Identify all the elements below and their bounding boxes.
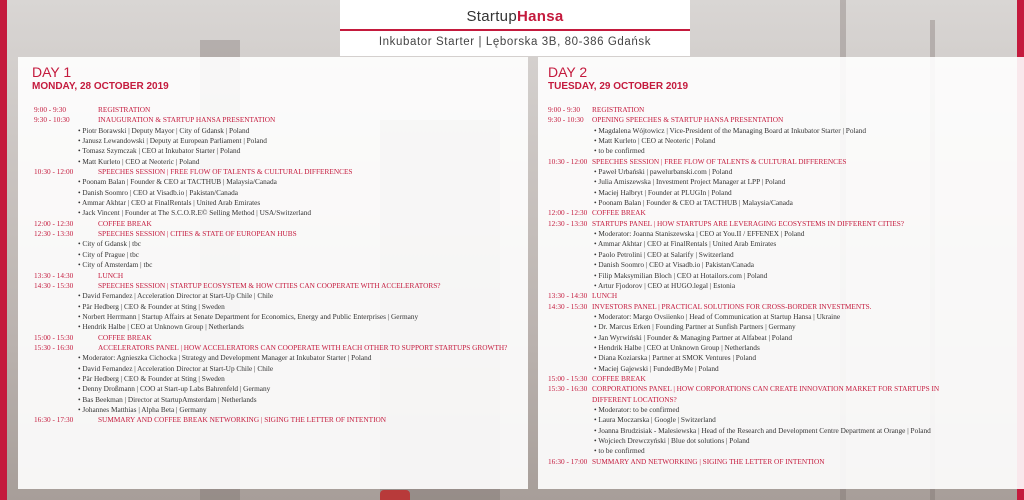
agenda-speaker: [538, 322, 1024, 332]
speaker-text: • Laura Moczarska | Google | Switzerland: [594, 415, 716, 425]
speaker-text: • to be confirmed: [594, 446, 645, 456]
logo-divider: [340, 29, 690, 31]
agenda-session-continuation: [538, 395, 1024, 405]
speaker-text: • Moderator: Agnieszka Cichocka | Strategy and Development Manager at Inkubator Starter | Poland: [78, 353, 371, 363]
agenda-speaker: [538, 260, 1024, 270]
session-title: SPEECHES SESSION | FREE FLOW OF TALENTS & CULTURAL DIFFERENCES: [592, 156, 847, 166]
day2-panel: [538, 57, 1024, 489]
venue-address: Inkubator Starter | Lęborska 3B, 80-386 Gdańsk: [378, 36, 652, 48]
speaker-text: • Ammar Akhtar | CEO at FinalRentals | United Arab Emirates: [594, 239, 776, 249]
session-time: 15:30 - 16:30: [34, 342, 74, 352]
agenda-speaker: [538, 271, 1024, 281]
speaker-text: • David Fernandez | Acceleration Director at Start-Up Chile | Chile: [78, 291, 273, 301]
agenda-speaker: [538, 188, 1024, 198]
speaker-text: • Pär Hedberg | CEO & Founder at Sting | Sweden: [78, 302, 225, 312]
session-title: REGISTRATION: [98, 105, 151, 114]
agenda-speaker: [538, 312, 1024, 322]
speaker-text: • David Fernandez | Acceleration Director at Start-Up Chile | Chile: [78, 364, 273, 374]
agenda-speaker: [18, 136, 528, 146]
session-title: ACCELERATORS PANEL | HOW ACCELERATORS CAN COOPERATE WITH EACH OTHER TO SUPPORT STARTUPS GROWTH?: [98, 342, 508, 352]
speaker-text: • Pär Hedberg | CEO & Founder at Sting | Sweden: [78, 374, 225, 384]
agenda-speaker: [538, 229, 1024, 239]
speaker-text: • Moderator: to be confirmed: [594, 405, 679, 415]
agenda-speaker: [538, 167, 1024, 177]
speaker-text: • Norbert Herrmann | Startup Affairs at Senate Department for Economics, Energy and Public Enterprises | Germany: [78, 312, 418, 322]
day2-title: DAY 2: [548, 64, 588, 80]
session-time: 15:00 - 15:30: [34, 332, 74, 342]
session-title: SPEECHES SESSION | CITIES & STATE OF EUROPEAN HUBS: [98, 229, 297, 239]
session-time: 15:00 - 15:30: [548, 373, 588, 383]
session-time: 16:30 - 17:00: [548, 456, 588, 466]
speaker-text: • Magdalena Wójtowicz | Vice-President of the Managing Board at Inkubator Starter | Poland: [594, 126, 866, 136]
agenda-session: [538, 302, 1024, 312]
agenda-speaker: [538, 198, 1024, 208]
day2-agenda: [538, 105, 1024, 467]
session-title: OPENING SPEECHES & STARTUP HANSA PRESENTATION: [592, 115, 784, 125]
speaker-text: • Janusz Lewandowski | Deputy at European Parliament | Poland: [78, 136, 267, 146]
speaker-text: • Hendrik Halbe | CEO at Unknown Group | Netherlands: [594, 343, 760, 353]
session-time: 9:30 - 10:30: [34, 115, 70, 125]
left-accent-bar: [0, 0, 7, 500]
city-crest: [380, 490, 410, 500]
session-time: 9:00 - 9:30: [548, 105, 581, 114]
speaker-text: • Danish Soomro | CEO at Visadb.io | Pakistan/Canada: [78, 188, 238, 198]
session-title: STARTUPS PANEL | HOW STARTUPS ARE LEVERAGING ECOSYSTEMS IN DIFFERENT CITIES?: [592, 218, 904, 228]
agenda-speaker: [18, 291, 528, 301]
agenda-speaker: [18, 374, 528, 384]
agenda-session: [538, 374, 1024, 384]
agenda-session: [538, 291, 1024, 301]
speaker-text: • Bas Beekman | Director at StartupAmsterdam | Netherlands: [78, 395, 257, 405]
speaker-text: • City of Amsterdam | tbc: [78, 260, 152, 270]
agenda-session: [18, 415, 528, 425]
agenda-speaker: [18, 384, 528, 394]
speaker-text: • Julia Amiszewska | Investment Project Manager at LPP | Poland: [594, 177, 785, 187]
agenda-speaker: [538, 343, 1024, 353]
speaker-text: • Paolo Petrolini | CEO at Salarify | Switzerland: [594, 250, 734, 260]
agenda-speaker: [18, 260, 528, 270]
agenda-speaker: [538, 250, 1024, 260]
session-time: 9:00 - 9:30: [34, 105, 67, 114]
speaker-text: • Paweł Urbański | pawelurbanski.com | Poland: [594, 167, 732, 177]
agenda-session: [18, 167, 528, 177]
agenda-speaker: [18, 208, 528, 218]
speaker-text: • Dr. Marcus Erken | Founding Partner at Sunfish Partners | Germany: [594, 322, 796, 332]
speaker-text: • City of Gdansk | tbc: [78, 239, 141, 249]
session-time: 15:30 - 16:30: [548, 384, 588, 394]
agenda-speaker: [538, 436, 1024, 446]
agenda-speaker: [18, 126, 528, 136]
session-time: 13:30 - 14:30: [34, 270, 74, 280]
agenda-session: [18, 343, 528, 353]
session-title: SPEECHES SESSION | FREE FLOW OF TALENTS & CULTURAL DIFFERENCES: [98, 167, 353, 177]
agenda-session: [18, 219, 528, 229]
agenda-speaker: [18, 188, 528, 198]
speaker-text: • Artur Fjodorov | CEO at HUGO.legal | Estonia: [594, 281, 735, 291]
session-time: 14:30 - 15:30: [34, 280, 74, 290]
agenda-session: [18, 281, 528, 291]
speaker-text: • City of Prague | tbc: [78, 250, 139, 260]
speaker-text: • Filip Maksymilian Bloch | CEO at Hotailors.com | Poland: [594, 271, 767, 281]
session-title: INAUGURATION & STARTUP HANSA PRESENTATION: [98, 115, 276, 125]
agenda-speaker: [538, 353, 1024, 363]
agenda-session: [18, 333, 528, 343]
session-time: 16:30 - 17:30: [34, 415, 74, 425]
day1-agenda: [18, 105, 528, 426]
speaker-text: • to be confirmed: [594, 146, 645, 156]
header: [340, 0, 690, 56]
agenda-session: [18, 115, 528, 125]
session-time: 12:00 - 12:30: [34, 218, 74, 228]
agenda-speaker: [18, 146, 528, 156]
session-title: COFFEE BREAK: [592, 208, 646, 218]
agenda-speaker: [538, 177, 1024, 187]
session-time: 10:30 - 12:00: [34, 167, 74, 177]
agenda-speaker: [18, 312, 528, 322]
agenda-session: [538, 219, 1024, 229]
speaker-text: • Jan Wyrwiński | Founder & Managing Partner at Alfabeat | Poland: [594, 333, 792, 343]
agenda-speaker: [538, 446, 1024, 456]
agenda-session: [18, 271, 528, 281]
speaker-text: • Ammar Akhtar | CEO at FinalRentals | United Arab Emirates: [78, 198, 260, 208]
agenda-session: [538, 157, 1024, 167]
session-time: 12:30 - 13:30: [548, 218, 588, 228]
speaker-text: • Denny Droßmann | COO at Start-up Labs Bahrenfeld | Germany: [78, 384, 270, 394]
agenda-session: [18, 105, 528, 115]
session-title: SUMMARY AND NETWORKING | SIGING THE LETTER OF INTENTION: [592, 456, 825, 466]
agenda-speaker: [538, 415, 1024, 425]
agenda-speaker: [18, 353, 528, 363]
speaker-text: • Johannes Matthias | Alpha Beta | Germany: [78, 405, 207, 415]
agenda-speaker: [538, 405, 1024, 415]
agenda-session: [538, 105, 1024, 115]
speaker-text: • Jack Vincent | Founder at The S.C.O.R.E© Selling Method | USA/Switzerland: [78, 208, 311, 218]
speaker-text: • Hendrik Halbe | CEO at Unknown Group | Netherlands: [78, 322, 244, 332]
session-title: INVESTORS PANEL | PRACTICAL SOLUTIONS FOR CROSS-BORDER INVESTMENTS.: [592, 301, 872, 311]
speaker-text: • Tomasz Szymczak | CEO at Inkubator Starter | Poland: [78, 146, 240, 156]
agenda-speaker: [538, 136, 1024, 146]
speaker-text: • Wojciech Drewczyński | Blue dot solutions | Poland: [594, 436, 750, 446]
session-time: 14:30 - 15:30: [548, 301, 588, 311]
session-title: SPEECHES SESSION | STARTUP ECOSYSTEM & HOW CITIES CAN COOPERATE WITH ACCELERATORS?: [98, 280, 441, 290]
startup-hansa-logo: StartupHansa: [466, 8, 564, 25]
agenda-speaker: [538, 126, 1024, 136]
session-time: 10:30 - 12:00: [548, 156, 588, 166]
day1-panel: [18, 57, 528, 489]
agenda-session: [538, 384, 1024, 394]
session-title: SUMMARY AND COFFEE BREAK NETWORKING | SIGING THE LETTER OF INTENTION: [98, 415, 387, 425]
day2-date: TUESDAY, 29 OCTOBER 2019: [548, 81, 689, 92]
speaker-text: • Danish Soomro | CEO at Visadb.io | Pakistan/Canada: [594, 260, 754, 270]
agenda-speaker: [538, 281, 1024, 291]
session-title: CORPORATIONS PANEL | HOW CORPORATIONS CAN CREATE INNOVATION MARKET FOR STARTUPS IN: [592, 384, 940, 394]
agenda-speaker: [18, 177, 528, 187]
agenda-speaker: [18, 405, 528, 415]
speaker-text: • Piotr Borawski | Deputy Mayor | City of Gdansk | Poland: [78, 126, 249, 136]
agenda-speaker: [18, 302, 528, 312]
agenda-speaker: [18, 395, 528, 405]
agenda-speaker: [18, 239, 528, 249]
session-title: COFFEE BREAK: [98, 332, 152, 342]
session-title: LUNCH: [98, 270, 124, 280]
agenda-speaker: [18, 250, 528, 260]
agenda-speaker: [538, 426, 1024, 436]
speaker-text: • Joanna Brudzisiak - Malesiewska | Head of the Research and Development Centre Department at Orange | Poland: [594, 426, 931, 436]
agenda-speaker: [18, 364, 528, 374]
speaker-text: • Maciej Gajewski | FundedByMe | Poland: [594, 364, 719, 374]
session-title: COFFEE BREAK: [98, 218, 152, 228]
agenda-speaker: [538, 333, 1024, 343]
agenda-speaker: [538, 364, 1024, 374]
session-title: COFFEE BREAK: [592, 373, 646, 383]
session-time: 12:00 - 12:30: [548, 208, 588, 218]
agenda-session: [538, 457, 1024, 467]
day1-title: DAY 1: [32, 64, 72, 80]
agenda-session: [538, 208, 1024, 218]
speaker-text: • Moderator: Margo Ovsiienko | Head of Communication at Startup Hansa | Ukraine: [594, 312, 840, 322]
speaker-text: • Matt Kurleto | CEO at Neoteric | Poland: [78, 157, 199, 167]
agenda-speaker: [18, 322, 528, 332]
session-title: REGISTRATION: [592, 105, 645, 114]
speaker-text: • Moderator: Joanna Staniszewska | CEO at You.II / EFFENEX | Poland: [594, 229, 804, 239]
agenda-session: [538, 115, 1024, 125]
speaker-text: • Diana Koziarska | Partner at SMOK Ventures | Poland: [594, 353, 756, 363]
session-title: DIFFERENT LOCATIONS?: [592, 394, 677, 404]
agenda-session: [18, 229, 528, 239]
agenda-speaker: [538, 239, 1024, 249]
session-time: 13:30 - 14:30: [548, 291, 588, 301]
agenda-speaker: [18, 198, 528, 208]
agenda-speaker: [538, 146, 1024, 156]
agenda-speaker: [18, 157, 528, 167]
speaker-text: • Matt Kurleto | CEO at Neoteric | Poland: [594, 136, 715, 146]
speaker-text: • Poonam Balan | Founder & CEO at TACTHUB | Malaysia/Canada: [594, 198, 793, 208]
speaker-text: • Maciej Halbryt | Founder at PLUGIn | Poland: [594, 188, 732, 198]
session-time: 12:30 - 13:30: [34, 229, 74, 239]
day1-date: MONDAY, 28 OCTOBER 2019: [32, 81, 169, 92]
session-time: 9:30 - 10:30: [548, 115, 584, 125]
session-title: LUNCH: [592, 291, 618, 301]
speaker-text: • Poonam Balan | Founder & CEO at TACTHUB | Malaysia/Canada: [78, 177, 277, 187]
